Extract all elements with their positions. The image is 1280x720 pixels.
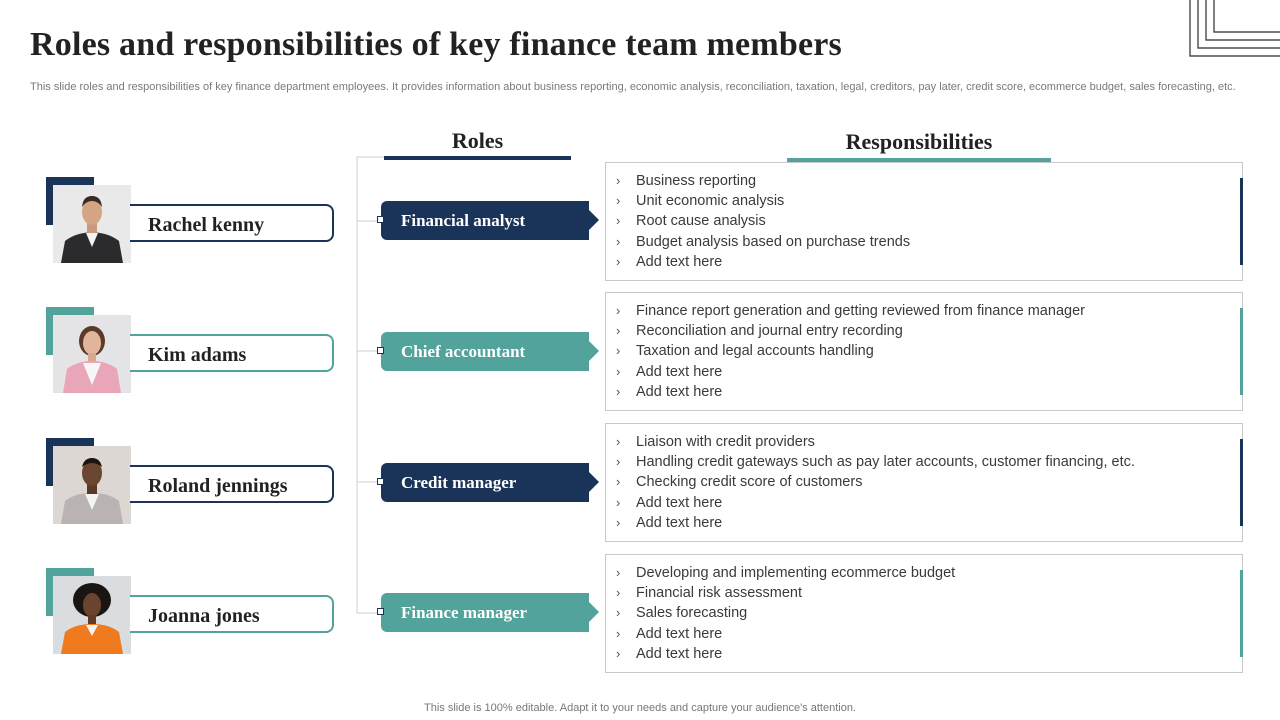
member-name: Kim adams: [148, 344, 247, 366]
chevron-right-icon: ›: [616, 323, 621, 339]
box-accent-edge: [1240, 570, 1243, 657]
list-item: › Sales forecasting: [616, 603, 1242, 623]
role-label: Chief accountant: [401, 342, 526, 361]
list-item: › Finance report generation and getting reviewed from finance manager: [616, 301, 1242, 321]
corner-decoration: [1188, 0, 1280, 58]
list-item: › Add text here: [616, 624, 1242, 644]
role-label: Credit manager: [401, 473, 517, 492]
list-item: › Developing and implementing ecommerce budget: [616, 563, 1242, 583]
chevron-right-icon: ›: [616, 213, 621, 229]
footer-note: This slide is 100% editable. Adapt it to your needs and capture your audience's attention.: [424, 702, 856, 714]
chevron-right-icon: ›: [616, 253, 621, 269]
list-item: › Add text here: [616, 382, 1242, 402]
responsibilities-list: [606, 424, 1242, 533]
list-item: › Liaison with credit providers: [616, 432, 1242, 452]
chevron-right-icon: ›: [616, 625, 621, 641]
chevron-right-icon: ›: [616, 193, 621, 209]
member-card-kim: [46, 307, 346, 391]
list-item: › Checking credit score of customers: [616, 472, 1242, 492]
chevron-right-icon: ›: [616, 173, 621, 188]
role-label: Finance manager: [401, 603, 528, 622]
chevron-right-icon: ›: [616, 585, 621, 601]
chevron-right-icon: ›: [616, 303, 621, 318]
role-chief-accountant: [381, 332, 589, 371]
list-item: › Add text here: [616, 493, 1242, 513]
member-name: Roland jennings: [148, 475, 288, 497]
responsibilities-box: [605, 292, 1243, 411]
responsibilities-box: [605, 554, 1243, 673]
member-name-box: [130, 465, 334, 503]
member-card-joanna: [46, 568, 346, 652]
chevron-right-icon: ›: [616, 605, 621, 621]
chevron-right-icon: ›: [616, 565, 621, 580]
member-name-box: [130, 204, 334, 242]
roles-header: Roles: [451, 128, 504, 153]
box-accent-edge: [1240, 308, 1243, 395]
box-accent-edge: [1240, 439, 1243, 526]
role-financial-analyst: [381, 201, 589, 240]
role-finance-manager: [381, 593, 589, 632]
list-item: › Unit economic analysis: [616, 191, 1242, 211]
avatar: [53, 185, 131, 263]
member-card-rachel: [46, 177, 346, 261]
member-name-box: [130, 334, 334, 372]
avatar: [53, 576, 131, 654]
role-arrow: [589, 602, 599, 622]
role-label: Financial analyst: [401, 211, 526, 230]
role-arrow: [589, 210, 599, 230]
responsibilities-list: [606, 293, 1242, 402]
connector-node: [377, 347, 384, 354]
chevron-right-icon: ›: [616, 474, 621, 490]
responsibilities-box: [605, 423, 1243, 542]
roles-header-bar: [384, 156, 571, 160]
list-item: › Add text here: [616, 513, 1242, 533]
list-item: › Taxation and legal accounts handling: [616, 341, 1242, 361]
role-credit-manager: [381, 463, 589, 502]
page-title: Roles and responsibilities of key finance team members: [30, 26, 842, 63]
avatar: [53, 446, 131, 524]
member-name: Joanna jones: [148, 605, 260, 627]
list-item: › Add text here: [616, 252, 1242, 272]
member-name: Rachel kenny: [148, 214, 265, 236]
list-item: › Handling credit gateways such as pay later accounts, customer financing, etc.: [616, 452, 1242, 472]
chevron-right-icon: ›: [616, 343, 621, 359]
chevron-right-icon: ›: [616, 645, 621, 661]
connector-node: [377, 216, 384, 223]
responsibilities-box: [605, 162, 1243, 281]
list-item: › Add text here: [616, 644, 1242, 664]
list-item: › Financial risk assessment: [616, 583, 1242, 603]
chevron-right-icon: ›: [616, 434, 621, 449]
avatar: [53, 315, 131, 393]
chevron-right-icon: ›: [616, 494, 621, 510]
member-card-roland: [46, 438, 346, 522]
responsibilities-header: Responsibilities: [845, 129, 993, 154]
role-arrow: [589, 341, 599, 361]
list-item: › Root cause analysis: [616, 211, 1242, 231]
chevron-right-icon: ›: [616, 454, 621, 470]
chevron-right-icon: ›: [616, 363, 621, 379]
connector-node: [377, 608, 384, 615]
box-accent-edge: [1240, 178, 1243, 265]
role-arrow: [589, 472, 599, 492]
list-item: › Reconciliation and journal entry recording: [616, 321, 1242, 341]
chevron-right-icon: ›: [616, 233, 621, 249]
connector-node: [377, 478, 384, 485]
chevron-right-icon: ›: [616, 383, 621, 399]
responsibilities-list: [606, 163, 1242, 272]
page-subtitle: This slide roles and responsibilities of key finance department employees. It provides information about business reporting, economic analysis, reconciliation, taxation, legal, creditors, pay later, credit score, ecommerce budget, sales forecasting, etc.: [30, 81, 1236, 93]
chevron-right-icon: ›: [616, 514, 621, 530]
responsibilities-list: [606, 555, 1242, 664]
list-item: › Business reporting: [616, 171, 1242, 191]
member-name-box: [130, 595, 334, 633]
list-item: › Budget analysis based on purchase trends: [616, 232, 1242, 252]
list-item: › Add text here: [616, 362, 1242, 382]
